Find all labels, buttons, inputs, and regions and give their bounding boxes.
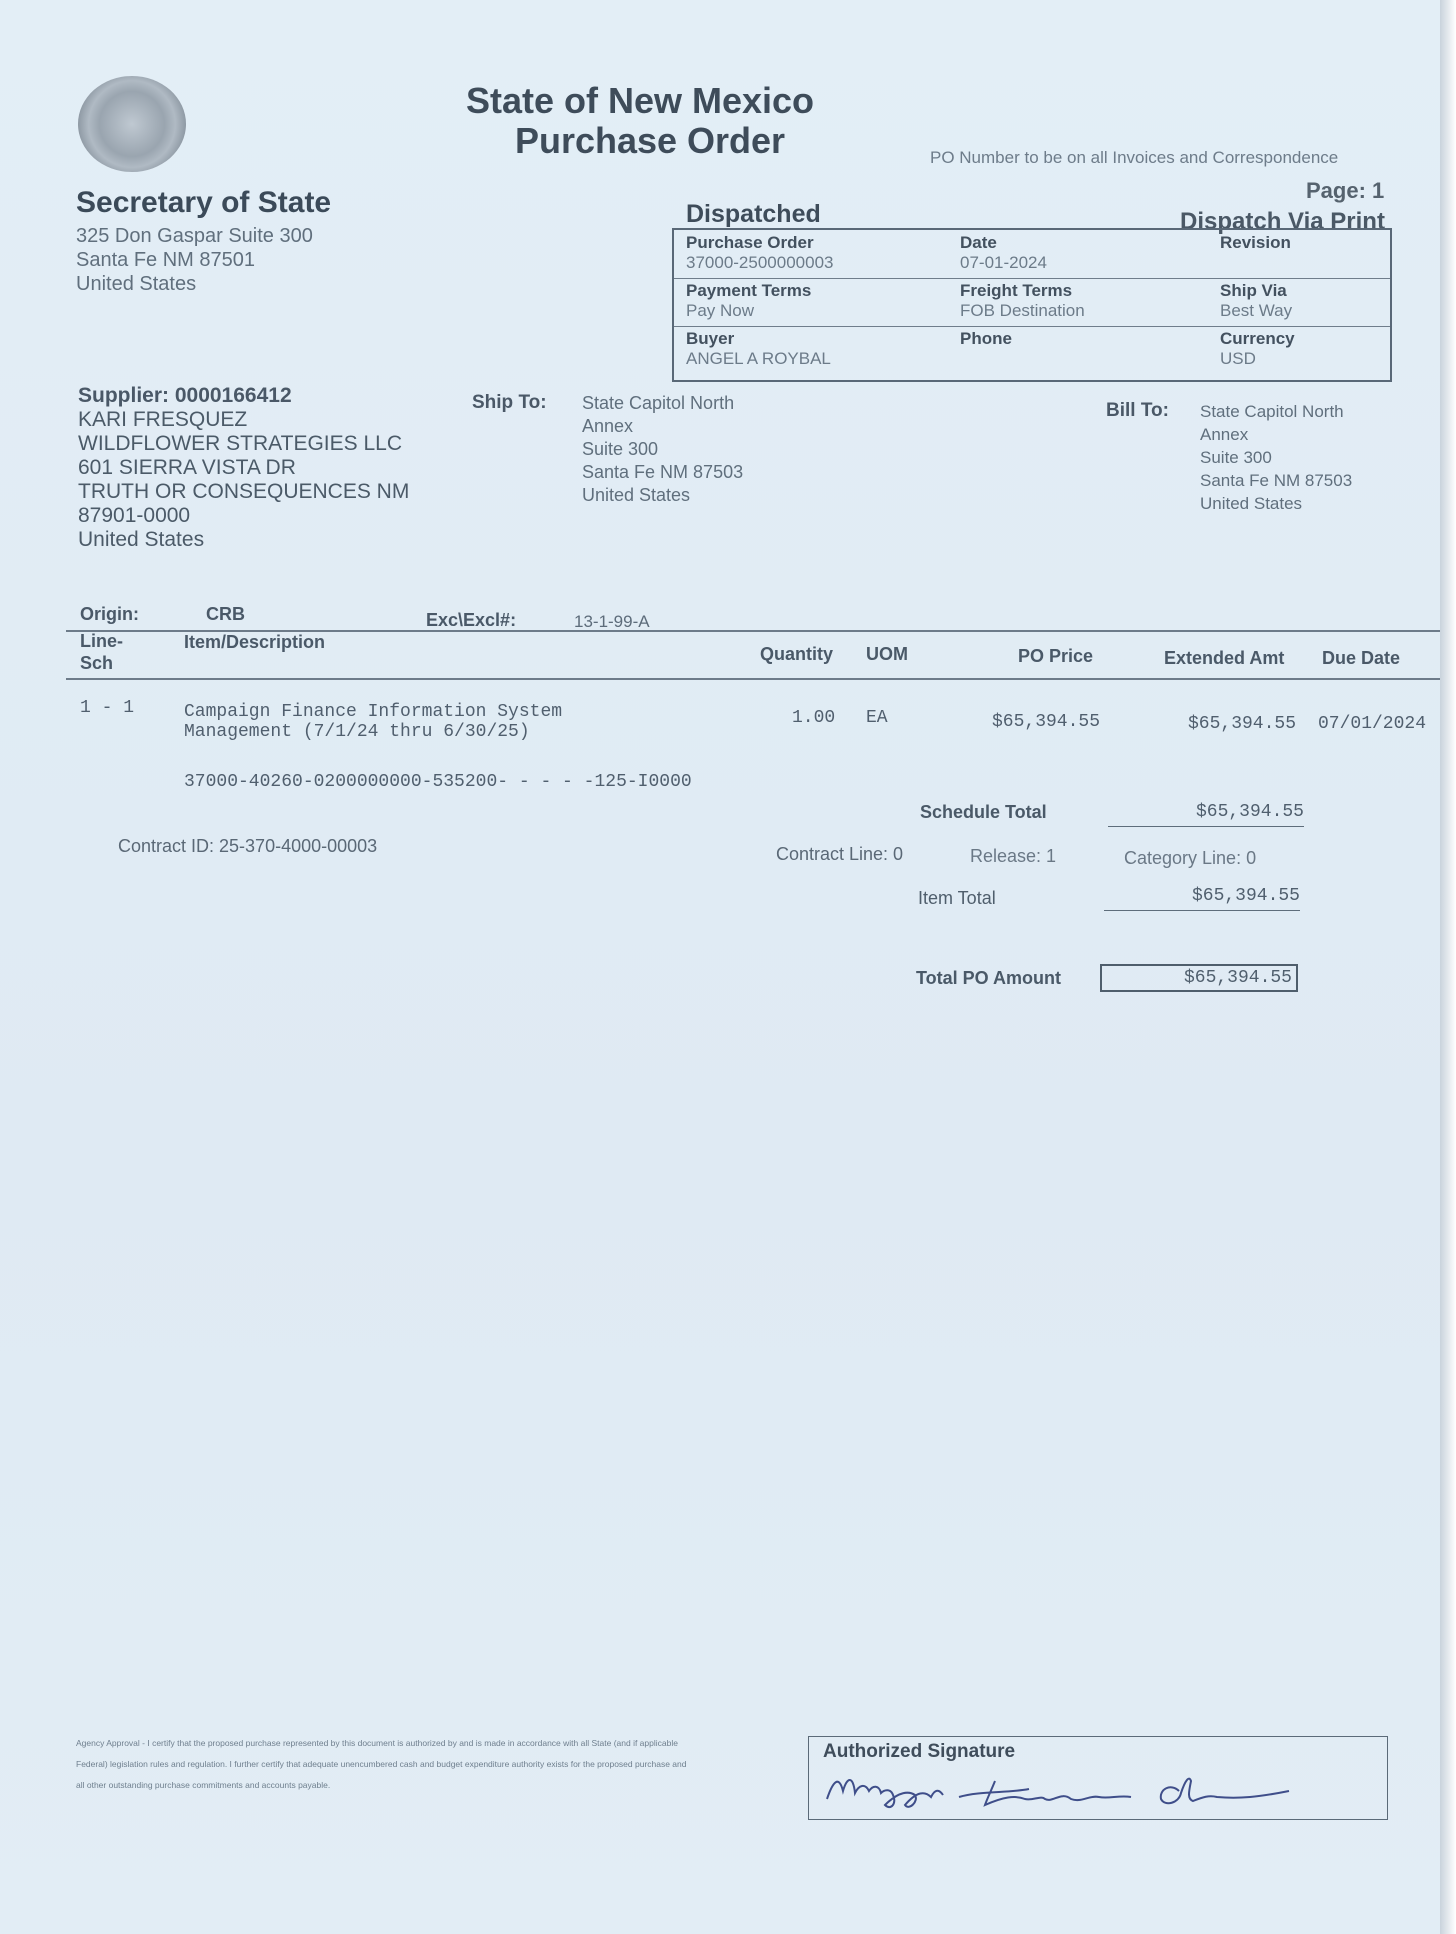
buyer-label: Buyer [686, 329, 735, 348]
total-po-amount-value: $65,394.55 [1100, 964, 1298, 992]
agency-address-line: United States [76, 273, 197, 295]
freight-terms-value: FOB Destination [960, 301, 1085, 320]
buyer-cell [686, 329, 831, 369]
po-number-note: PO Number to be on all Invoices and Correspondence [930, 148, 1339, 167]
col-quantity: Quantity [760, 644, 834, 664]
agency-approval-text: Agency Approval - I certify that the proposed purchase represented by this document is authorized by and is made in accordance with all State (and if applicable Federal) legislation rules and regulation. I further certify that adequate unencumbered cash and budget expenditure authority exists for the proposed purchase and all other outstanding purchase commitments and accounts payable. [76, 1738, 687, 1790]
payment-terms-cell [686, 281, 811, 321]
dispatch-method: Dispatch Via Print [1180, 208, 1385, 235]
ship-to-line: State Capitol North [582, 393, 735, 413]
supplier-line: WILDFLOWER STRATEGIES LLC [78, 432, 402, 455]
po-info-row [674, 230, 1390, 279]
total-po-amount-label: Total PO Amount [916, 968, 1061, 988]
line-description-2: Management (7/1/24 thru 6/30/25) [184, 722, 530, 742]
agency-name: Secretary of State [76, 186, 332, 219]
col-line-sch-2: Sch [80, 653, 114, 673]
supplier-line: TRUTH OR CONSEQUENCES NM [78, 480, 410, 503]
origin-value: CRB [206, 604, 245, 624]
agency-address [76, 224, 313, 296]
purchase-order-number: 37000-2500000003 [686, 253, 834, 272]
bill-to-address [1200, 400, 1352, 515]
col-item-description: Item/Description [184, 632, 326, 652]
supplier-line: 87901-0000 [78, 504, 191, 527]
currency-label: Currency [1220, 329, 1295, 348]
ship-to-line: Annex [582, 416, 634, 436]
supplier-line: 601 SIERRA VISTA DR [78, 456, 296, 479]
line-uom: EA [866, 708, 888, 728]
category-line: Category Line: 0 [1124, 848, 1257, 868]
supplier-line: United States [78, 528, 205, 551]
origin-label: Origin: [80, 604, 139, 624]
page-number: Page: 1 [1306, 178, 1385, 203]
doc-title-line1: State of New Mexico [465, 80, 815, 121]
phone-label: Phone [960, 329, 1012, 348]
purchase-order-label: Purchase Order [686, 233, 814, 252]
ship-via-value: Best Way [1220, 301, 1293, 320]
col-extended-amt: Extended Amt [1164, 648, 1285, 668]
agency-address-line: 325 Don Gaspar Suite 300 [76, 225, 313, 247]
date-label: Date [960, 233, 997, 252]
bill-to-line: State Capitol North [1200, 402, 1344, 421]
po-info-row [674, 326, 1390, 376]
po-info-row [674, 278, 1390, 327]
supplier-line: KARI FRESQUEZ [78, 408, 248, 431]
doc-title-line2: Purchase Order [514, 120, 786, 161]
ship-to-line: United States [582, 485, 691, 505]
bill-to-line: Annex [1200, 425, 1249, 444]
date-value: 07-01-2024 [960, 253, 1047, 272]
revision-label: Revision [1220, 233, 1291, 252]
line-quantity: 1.00 [792, 708, 836, 728]
ship-to-line: Suite 300 [582, 439, 659, 459]
account-string: 37000-40260-0200000000-535200- - - - -125-I0000 [184, 772, 692, 792]
currency-cell [1220, 329, 1295, 369]
freight-terms-cell [960, 281, 1085, 321]
authorized-signature-label: Authorized Signature [823, 1741, 1016, 1762]
page-edge [1440, 0, 1456, 1934]
bill-to-label: Bill To: [1106, 400, 1169, 421]
po-info-box [672, 228, 1392, 382]
agency-address-line: Santa Fe NM 87501 [76, 249, 255, 271]
status-dispatched: Dispatched [686, 200, 821, 228]
bill-to-line: United States [1200, 494, 1303, 513]
payment-terms-label: Payment Terms [686, 281, 812, 300]
supplier-heading: Supplier: 0000166412 [78, 384, 292, 407]
purchase-order-cell [686, 233, 833, 273]
state-seal-icon [78, 76, 186, 172]
revision-cell [1220, 233, 1291, 253]
col-line-sch-1: Line- [80, 631, 123, 651]
handwritten-signature [819, 1761, 1359, 1815]
phone-cell [960, 329, 1012, 349]
schedule-total-label: Schedule Total [920, 802, 1047, 822]
buyer-value: ANGEL A ROYBAL [686, 349, 831, 368]
authorized-signature-box [808, 1736, 1388, 1820]
payment-terms-value: Pay Now [686, 301, 755, 320]
line-number: 1 - 1 [80, 698, 135, 718]
ship-via-label: Ship Via [1220, 281, 1287, 300]
ship-to-label: Ship To: [472, 392, 547, 413]
col-due-date: Due Date [1322, 648, 1401, 668]
bill-to-line: Suite 300 [1200, 448, 1272, 467]
ship-to-line: Santa Fe NM 87503 [582, 462, 744, 482]
currency-value: USD [1220, 349, 1256, 368]
exc-excl-value: 13-1-99-A [574, 612, 650, 631]
item-total-value: $65,394.55 [1104, 886, 1300, 911]
bill-to-line: Santa Fe NM 87503 [1200, 471, 1353, 490]
item-total-label: Item Total [918, 888, 996, 908]
line-due-date: 07/01/2024 [1318, 714, 1427, 734]
ship-to-address [582, 392, 743, 507]
release: Release: 1 [970, 846, 1057, 866]
col-po-price: PO Price [1018, 646, 1094, 666]
supplier-address [78, 408, 409, 552]
date-cell [960, 233, 1047, 273]
col-uom: UOM [866, 644, 908, 664]
line-description-1: Campaign Finance Information System [184, 702, 563, 722]
line-description [184, 702, 562, 742]
header-divider-bottom [66, 678, 1440, 680]
line-po-price: $65,394.55 [992, 712, 1101, 732]
contract-id: Contract ID: 25-370-4000-00003 [118, 836, 378, 856]
col-line-sch [80, 630, 123, 674]
line-extended-amt: $65,394.55 [1188, 714, 1297, 734]
freight-terms-label: Freight Terms [960, 281, 1073, 300]
schedule-total-value: $65,394.55 [1108, 802, 1304, 827]
contract-line: Contract Line: 0 [776, 844, 904, 864]
ship-via-cell [1220, 281, 1292, 321]
exc-excl-label: Exc\Excl#: [426, 610, 517, 630]
